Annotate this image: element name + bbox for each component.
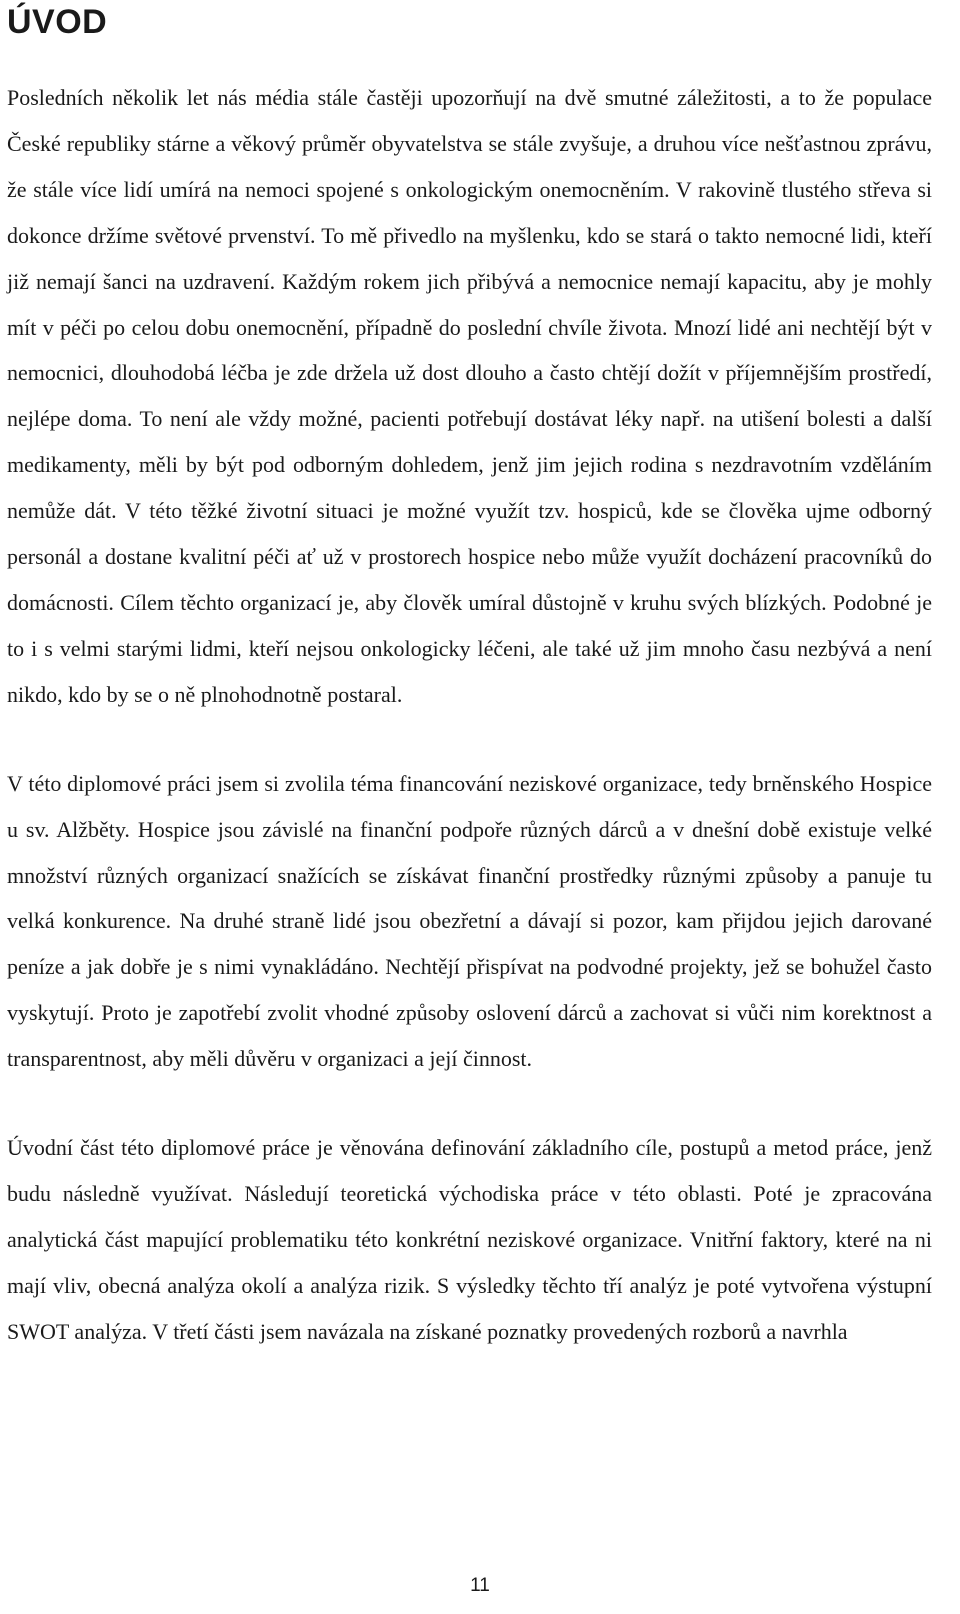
body-text — [7, 75, 932, 1355]
page-number: 11 — [470, 1575, 490, 1596]
paragraph-intro: Posledních několik let nás média stále častěji upozorňují na dvě smutné záležitosti, a to že populace České republiky stárne a věkový průměr obyvatelstva se stále zvyšuje, a druhou více nešťastnou zprávu, že stále více lidí umírá na nemoci spojené s onkologickým onemocněním. V rakovině tlustého střeva si dokonce držíme světové prvenství. To mě přivedlo na myšlenku, kdo se stará o takto nemocné lidi, kteří již nemají šanci na uzdravení. Každým rokem jich přibývá a nemocnice nemají kapacitu, aby je mohly mít v péči po celou dobu onemocnění, případně do poslední chvíle života. Mnozí lidé ani nechtějí být v nemocnici, dlouhodobá léčba je zde držela už dost dlouho a často chtějí dožít v příjemnějším prostředí, nejlépe doma. To není ale vždy možné, pacienti potřebují dostávat léky např. na utišení bolesti a další medikamenty, měli by být pod odborným dohledem, jenž jim jejich rodina s nezdravotním vzděláním nemůže dát. V této těžké životní situaci je možné využít tzv. hospiců, kde se člověka ujme odborný personál a dostane kvalitní péči ať už v prostorech hospice nebo může využít docházení pracovníků do domácnosti. Cílem těchto organizací je, aby člověk umíral důstojně v kruhu svých blízkých. Podobné je to i s velmi starými lidmi, kteří nejsou onkologicky léčeni, ale také už jim mnoho času nezbývá a není nikdo, kdo by se o ně plnohodnotně postaral. — [7, 85, 932, 707]
paragraph-topic: V této diplomové práci jsem si zvolila téma financování neziskové organizace, tedy brněnského Hospice u sv. Alžběty. Hospice jsou závislé na finanční podpoře různých dárců a v dnešní době existuje velké množství různých organizací snažících se získávat finanční prostředky různými způsoby a panuje tu velká konkurence. Na druhé straně lidé jsou obezřetní a dávají si pozor, kam přijdou jejich darované peníze a jak dobře je s nimi vynakládáno. Nechtějí přispívat na podvodné projekty, jež se bohužel často vyskytují. Proto je zapotřebí zvolit vhodné způsoby oslovení dárců a zachovat si vůči nim korektnost a transparentnost, aby měli důvěru v organizaci a její činnost. — [7, 770, 932, 1072]
paragraph-structure: Úvodní část této diplomové práce je věnována definování základního cíle, postupů a metod práce, jenž budu následně využívat. Následují teoretická východiska práce v této oblasti. Poté je zpracována analytická část mapující problematiku této konkrétní neziskové organizace. Vnitřní faktory, které na ni mají vliv, obecná analýza okolí a analýza rizik. S výsledky těchto tří analýz je poté vytvořena výstupní SWOT analýza. V třetí části jsem navázala na získané poznatky provedených rozborů a navrhla — [7, 1135, 932, 1344]
page-title: ÚVOD — [7, 3, 108, 41]
